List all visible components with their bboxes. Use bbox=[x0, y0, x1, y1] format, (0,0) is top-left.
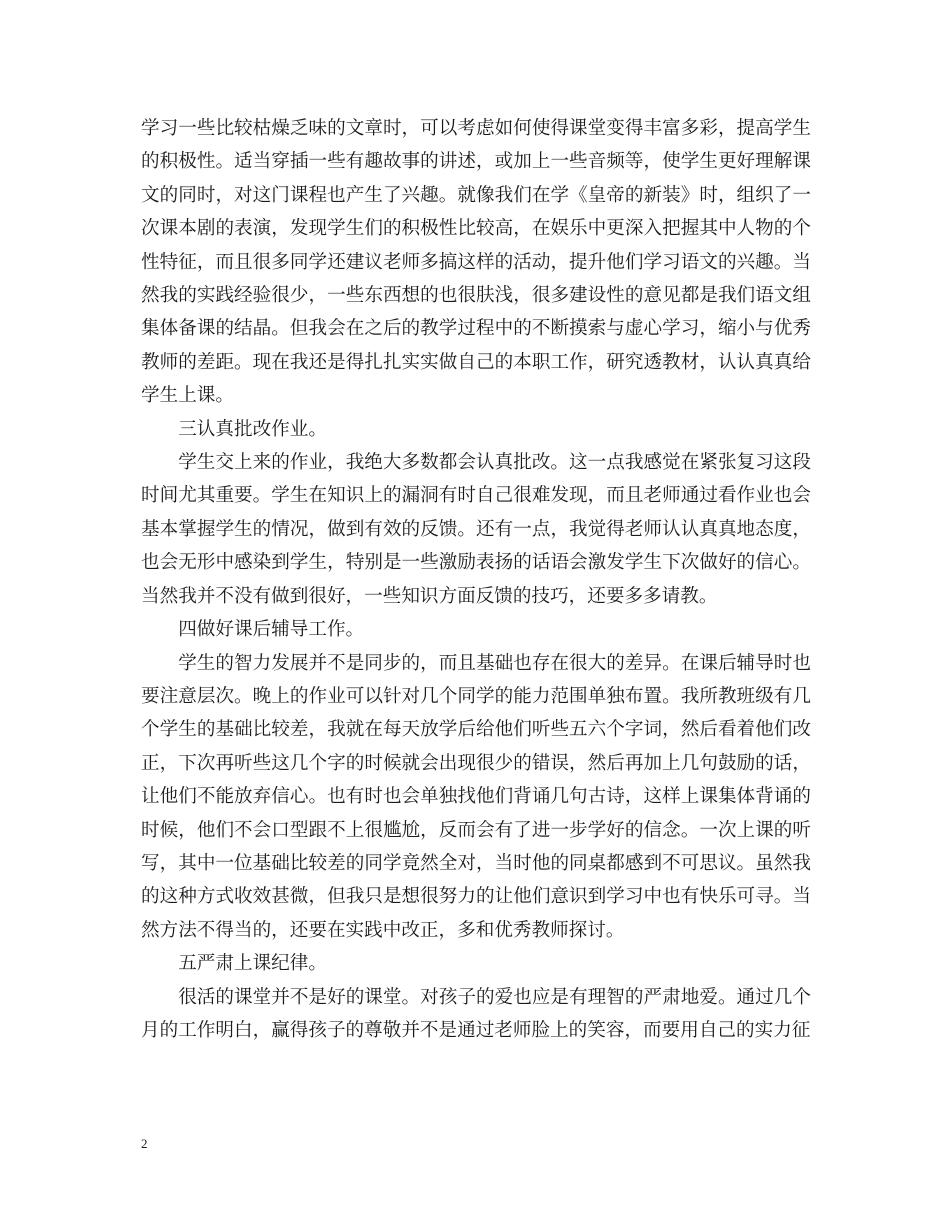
body-paragraph: 学习一些比较枯燥乏味的文章时，可以考虑如何使得课堂变得丰富多彩，提高学生的积极性。适当穿插一些有趣故事的讲述，或加上一些音频等，使学生更好理解课文的同时，对这门课程也产生了兴趣。就像我们在学《皇帝的新装》时，组织了一次课本剧的表演，发现学生们的积极性比较高，在娱乐中更深入把握其中人物的个性特征，而且很多同学还建议老师多搞这样的活动，提升他们学习语文的兴趣。当然我的实践经验很少，一些东西想的也很肤浅，很多建设性的意见都是我们语文组集体备课的结晶。但我会在之后的教学过程中的不断摸索与虚心学习，缩小与优秀教师的差距。现在我还是得扎扎实实做自己的本职工作，研究透教材，认认真真给学生上课。 bbox=[141, 118, 811, 407]
page-number: 2 bbox=[141, 1136, 148, 1151]
body-paragraph: 很活的课堂并不是好的课堂。对孩子的爱也应是有理智的严肃地爱。通过几个月的工作明白，赢得孩子的尊敬并不是通过老师脸上的笑容，而要用自己的实力征 bbox=[141, 986, 811, 1041]
section-heading: 四做好课后辅导工作。 bbox=[178, 619, 365, 641]
body-paragraph: 学生的智力发展并不是同步的，而且基础也存在很大的差异。在课后辅导时也要注意层次。晚上的作业可以针对几个同学的能力范围单独布置。我所教班级有几个学生的基础比较差，我就在每天放学后给他们听些五六个字词，然后看着他们改正，下次再听些这几个字的时候就会出现很少的错误，然后再加上几句鼓励的话，让他们不能放弃信心。也有时也会单独找他们背诵几句古诗，这样上课集体背诵的时候，他们不会口型跟不上很尴尬，反而会有了进一步学好的信念。一次上课的听写，其中一位基础比较差的同学竟然全对，当时他的同桌都感到不可思议。虽然我的这种方式收效甚微，但我只是想很努力的让他们意识到学习中也有快乐可寻。当然方法不得当的，还要在实践中改正，多和优秀教师探讨。 bbox=[141, 652, 811, 941]
section-heading: 三认真批改作业。 bbox=[178, 418, 327, 440]
page-body bbox=[141, 112, 811, 1047]
section-heading: 五严肃上课纪律。 bbox=[178, 953, 327, 975]
body-paragraph: 学生交上来的作业，我绝大多数都会认真批改。这一点我感觉在紧张复习这段时间尤其重要。学生在知识上的漏洞有时自己很难发现，而且老师通过看作业也会基本掌握学生的情况，做到有效的反馈。还有一点，我觉得老师认认真真地态度，也会无形中感染到学生，特别是一些激励表扬的话语会激发学生下次做好的信心。当然我并不没有做到很好，一些知识方面反馈的技巧，还要多多请教。 bbox=[141, 452, 811, 607]
